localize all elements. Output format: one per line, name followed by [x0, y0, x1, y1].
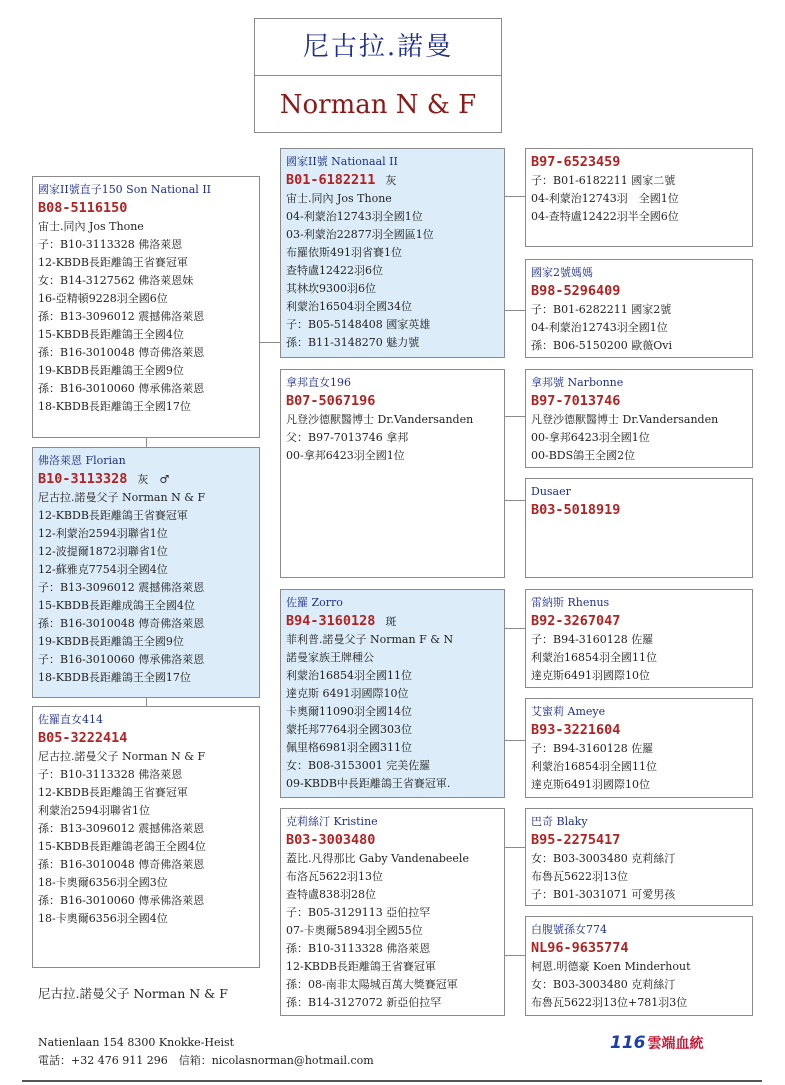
sire-dam-line: 父：B97-7013746 拿邦 — [286, 431, 409, 444]
dam-sire-ring: B94-3160128 — [286, 613, 376, 629]
connector-line — [505, 740, 525, 741]
sire-sire-line: 子：B05-5148408 國家英雄 — [286, 318, 431, 331]
dd-dam-name: 白腹號孫女774 — [531, 923, 607, 936]
ss-dam-card — [525, 259, 753, 358]
footer-divider — [22, 1080, 762, 1082]
subject-line: 子：B13-3096012 震撼佛洛萊恩 — [38, 581, 205, 594]
subject-line: 15-KBDB長距離成鴿王全國4位 — [38, 599, 195, 612]
ds-sire-ring-number — [531, 612, 747, 631]
dd-dam-card — [525, 916, 753, 1016]
dd-dam-line: 布魯瓦5622羽13位+781羽3位 — [531, 996, 688, 1009]
ss-dam-ring: B98-5296409 — [531, 283, 621, 299]
ds-dam-name: 艾蜜莉 Ameye — [531, 705, 606, 718]
dam-dam-line: 布洛瓦5622羽13位 — [286, 870, 383, 883]
ss-dam-ring-number — [531, 282, 747, 301]
dam-sire-line: 卡奧爾11090羽全國14位 — [286, 705, 412, 718]
subject-line: 18-KBDB長距離鴿王全國17位 — [38, 671, 191, 684]
ds-dam-line: 利蒙治16854羽全國11位 — [531, 760, 657, 773]
sire-line: 孫：B16-3010048 傳奇佛洛萊恩 — [38, 346, 205, 359]
connector-line — [146, 437, 147, 447]
sire-sire-line: 04-利蒙治12743羽全國1位 — [286, 210, 423, 223]
ds-sire-ring: B92-3267047 — [531, 613, 621, 629]
ss-dam-line: 子：B01-6282211 國家2號 — [531, 303, 672, 316]
sire-sire-ring: B01-6182211 — [286, 172, 376, 188]
sire-sire-line: 查特盧12422羽6位 — [286, 264, 383, 277]
contact-block — [38, 1034, 374, 1070]
ss-sire-line: 04-查特盧12422羽半全國6位 — [531, 210, 679, 223]
sire-line: 子：B10-3113328 佛洛萊恩 — [38, 238, 183, 251]
dam-sire-line: 女：B08-3153001 完美佐羅 — [286, 759, 431, 772]
dam-line: 15-KBDB長距離鴿老鴿王全國4位 — [38, 840, 206, 853]
ss-sire-ring: B97-6523459 — [531, 154, 621, 170]
sire-sire-ring-number — [286, 171, 499, 190]
dam-dam-ring: B03-3003480 — [286, 832, 376, 848]
dam-dam-line: 07-卡奧爾5894羽全國55位 — [286, 924, 423, 937]
dd-sire-line: 女：B03-3003480 克莉絲汀 — [531, 852, 676, 865]
dam-dam-line: 12-KBDB長距離鴿王省賽冠軍 — [286, 960, 436, 973]
sire-sire-line: 布羅依斯491羽省賽1位 — [286, 246, 402, 259]
subject-line: 12-蘇雅克7754羽全國4位 — [38, 563, 168, 576]
pedigree-title-box — [254, 18, 502, 133]
dd-sire-ring: B95-2275417 — [531, 832, 621, 848]
sire-line: 19-KBDB長距離鴿王全國9位 — [38, 364, 184, 377]
dam-dam-line: 孫：08-南非太陽城百萬大獎賽冠軍 — [286, 978, 458, 991]
ss-dam-line: 04-利蒙治12743羽全國1位 — [531, 321, 668, 334]
ss-dam-name: 國家2號媽媽 — [531, 266, 593, 279]
sire-dam-card — [280, 369, 505, 578]
phone-email-line: 電話：+32 476 911 296 信箱：nicolasnorman@hotmail.com — [38, 1054, 374, 1067]
sd-sire-line: 00-BDS鴿王全國2位 — [531, 449, 636, 462]
ds-sire-line: 利蒙治16854羽全國11位 — [531, 651, 657, 664]
dam-sire-line: 蒙托邦7764羽全國303位 — [286, 723, 412, 736]
dam-name: 佐羅直女414 — [38, 713, 103, 726]
ss-dam-line: 孫：B06-5150200 歐薇Ovi — [531, 339, 673, 352]
subject-line: 子：B16-3010060 傳承佛洛萊恩 — [38, 653, 205, 666]
sd-dam-card — [525, 478, 753, 578]
dam-line: 12-KBDB長距離鴿王省賽冠軍 — [38, 786, 188, 799]
sd-sire-card — [525, 369, 753, 468]
dam-card — [32, 706, 260, 968]
breeder-name: 尼古拉.諾曼父子 Norman N & F — [38, 986, 228, 1001]
title-english: Norman N & F — [279, 90, 477, 120]
connector-line — [505, 500, 525, 501]
sire-ring: B08-5116150 — [38, 200, 128, 216]
dam-sire-card — [280, 589, 505, 798]
dam-dam-line: 子：B05-3129113 亞伯拉罕 — [286, 906, 431, 919]
sd-sire-ring: B97-7013746 — [531, 393, 621, 409]
dd-dam-ring: NL96-9635774 — [531, 940, 629, 956]
ds-dam-ring: B93-3221604 — [531, 722, 621, 738]
sire-sire-line: 03-利蒙治22877羽全國區1位 — [286, 228, 434, 241]
subject-line: 12-波提爾1872羽聯省1位 — [38, 545, 168, 558]
dd-dam-line: 柯恩.明德豪 Koen Minderhout — [531, 960, 691, 973]
connector-line — [505, 628, 525, 629]
sire-sire-name: 國家II號 Nationaal II — [286, 155, 398, 168]
subject-name: 佛洛萊恩 Florian — [38, 454, 126, 467]
subject-line: 12-利蒙治2594羽聯省1位 — [38, 527, 168, 540]
sire-line: 宙士.同內 Jos Thone — [38, 220, 144, 233]
sire-dam-ring-number — [286, 392, 499, 411]
subject-line: 12-KBDB長距離鴿王省賽冠軍 — [38, 509, 188, 522]
sire-card — [32, 176, 260, 438]
dd-sire-line: 布魯瓦5622羽13位 — [531, 870, 628, 883]
sire-line: 18-KBDB長距離鴿王全國17位 — [38, 400, 191, 413]
dd-dam-ring-number — [531, 939, 747, 958]
subject-line: 19-KBDB長距離鴿王全國9位 — [38, 635, 184, 648]
dd-sire-card — [525, 808, 753, 906]
sire-dam-line: 凡登沙德獸醫博士 Dr.Vandersanden — [286, 413, 474, 426]
ds-sire-card — [525, 589, 753, 688]
dam-sire-ring-number — [286, 612, 499, 631]
connector-line — [505, 196, 525, 197]
dam-sire-line: 諾曼家族王牌種公 — [286, 651, 374, 664]
dd-sire-line: 子：B01-3031071 可愛男孩 — [531, 888, 676, 901]
dam-dam-line: 查特盧838羽28位 — [286, 888, 376, 901]
ds-dam-ring-number — [531, 721, 747, 740]
connector-line — [505, 955, 525, 956]
sire-line: 女：B14-3127562 佛洛萊恩妹 — [38, 274, 194, 287]
dam-dam-card — [280, 808, 505, 1016]
sire-sire-line: 孫：B11-3148270 魅力號 — [286, 336, 420, 349]
sire-dam-ring: B07-5067196 — [286, 393, 376, 409]
dd-sire-name: 巴奇 Blaky — [531, 815, 588, 828]
sd-sire-line: 凡登沙德獸醫博士 Dr.Vandersanden — [531, 413, 719, 426]
subject-color-sex: 灰 ♂ — [137, 473, 170, 486]
ds-sire-line: 達克斯6491羽國際10位 — [531, 669, 650, 682]
ds-dam-card — [525, 698, 753, 798]
ds-sire-name: 雷納斯 Rhenus — [531, 596, 610, 609]
sd-dam-ring-number — [531, 501, 747, 520]
dd-dam-line: 女：B03-3003480 克莉絲汀 — [531, 978, 676, 991]
dam-line: 孫：B16-3010048 傳奇佛洛萊恩 — [38, 858, 205, 871]
sire-sire-color: 灰 — [385, 174, 397, 187]
dam-line: 18-卡奧爾6356羽全國3位 — [38, 876, 168, 889]
sire-ring-number — [38, 199, 254, 218]
dam-line: 孫：B16-3010060 傳承佛洛萊恩 — [38, 894, 205, 907]
ss-sire-line: 子：B01-6182211 國家二號 — [531, 174, 676, 187]
connector-line — [146, 697, 147, 706]
address-line: Natienlaan 154 8300 Knokke-Heist — [38, 1036, 235, 1049]
subject-card — [32, 447, 260, 698]
sd-sire-name: 拿邦號 Narbonne — [531, 376, 624, 389]
title-chinese: 尼古拉.諾曼 — [255, 19, 501, 76]
dam-ring: B05-3222414 — [38, 730, 128, 746]
sire-line: 孫：B16-3010060 傳承佛洛萊恩 — [38, 382, 205, 395]
sire-line: 12-KBDB長距離鴿王省賽冠軍 — [38, 256, 188, 269]
subject-line: 尼古拉.諾曼父子 Norman N & F — [38, 491, 206, 504]
connector-line — [505, 310, 525, 311]
dam-dam-line: 蓋比.凡得那比 Gaby Vandenabeele — [286, 852, 469, 865]
dam-dam-line: 孫：B14-3127072 新亞伯拉罕 — [286, 996, 442, 1009]
sd-sire-ring-number — [531, 392, 747, 411]
dam-line: 子：B10-3113328 佛洛萊恩 — [38, 768, 183, 781]
dam-sire-line: 利蒙治16854羽全國11位 — [286, 669, 412, 682]
sd-sire-line: 00-拿邦6423羽全國1位 — [531, 431, 650, 444]
dam-line: 利蒙治2594羽聯省1位 — [38, 804, 150, 817]
sire-line: 16-亞精頓9228羽全國6位 — [38, 292, 168, 305]
dam-sire-line: 菲利普.諾曼父子 Norman F & N — [286, 633, 454, 646]
sd-dam-ring: B03-5018919 — [531, 502, 621, 518]
ds-sire-line: 子：B94-3160128 佐羅 — [531, 633, 654, 646]
subject-ring: B10-3113328 — [38, 471, 128, 487]
dam-sire-line: 09-KBDB中長距離鴿王省賽冠軍. — [286, 777, 451, 790]
dam-sire-name: 佐羅 Zorro — [286, 596, 343, 609]
dam-sire-color: 斑 — [385, 615, 397, 628]
connector-line — [259, 342, 280, 343]
dam-line: 尼古拉.諾曼父子 Norman N & F — [38, 750, 206, 763]
logo-number: 116 — [610, 1033, 646, 1053]
sd-dam-name: Dusaer — [531, 485, 571, 498]
ds-dam-line: 達克斯6491羽國際10位 — [531, 778, 650, 791]
sire-sire-line: 其林坎9300羽6位 — [286, 282, 376, 295]
connector-line — [505, 416, 525, 417]
cloud-pedigree-logo — [610, 1033, 704, 1053]
sire-dam-name: 拿邦直女196 — [286, 376, 351, 389]
logo-text: 雲端血統 — [647, 1036, 704, 1052]
sire-sire-line: 利蒙治16504羽全國34位 — [286, 300, 412, 313]
dam-sire-line: 佩里格6981羽全國311位 — [286, 741, 412, 754]
sire-name: 國家II號直子150 Son National II — [38, 183, 212, 196]
sire-sire-card — [280, 148, 505, 358]
subject-line: 孫：B16-3010048 傳奇佛洛萊恩 — [38, 617, 205, 630]
dam-dam-ring-number — [286, 831, 499, 850]
dam-sire-line: 達克斯 6491羽國際10位 — [286, 687, 409, 700]
dam-dam-name: 克莉絲汀 Kristine — [286, 815, 378, 828]
dam-dam-line: 孫：B10-3113328 佛洛萊恩 — [286, 942, 431, 955]
sire-line: 孫：B13-3096012 震撼佛洛萊恩 — [38, 310, 205, 323]
ss-sire-line: 04-利蒙治12743羽 全國1位 — [531, 192, 679, 205]
ds-dam-line: 子：B94-3160128 佐羅 — [531, 742, 654, 755]
sire-line: 15-KBDB長距離鴿王全國4位 — [38, 328, 184, 341]
dam-line: 18-卡奧爾6356羽全國4位 — [38, 912, 168, 925]
ss-sire-card — [525, 148, 753, 247]
dam-ring-number — [38, 729, 254, 748]
dd-sire-ring-number — [531, 831, 747, 850]
dam-line: 孫：B13-3096012 震撼佛洛萊恩 — [38, 822, 205, 835]
connector-line — [505, 847, 525, 848]
ss-sire-ring-number — [531, 153, 747, 172]
sire-sire-line: 宙士.同內 Jos Thone — [286, 192, 392, 205]
sire-dam-line: 00-拿邦6423羽全國1位 — [286, 449, 405, 462]
subject-ring-number — [38, 470, 254, 489]
